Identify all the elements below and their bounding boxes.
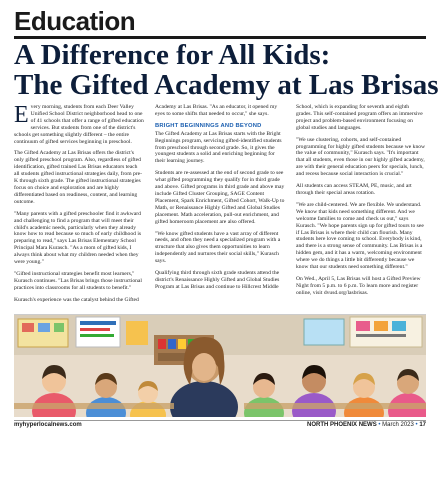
paragraph: "Gifted instructional strategies benefit most learners," Kurasch continues. "Las Brisas brings those instructional practices into classrooms for all students to benefit." — [14, 270, 142, 291]
page-number: 17 — [419, 422, 426, 428]
paragraph: "We use clustering, cohorts, and self-contained programming for highly gifted students because we know the value of community," Kurasch says. "It's important that all students, even those in our highly gifted academy, are with their general education peers for specials, lunch, and recess because social interaction is crucial." — [296, 136, 426, 178]
paragraph: "We are child-centered. We are flexible. We understand. We know that kids need something different. And we welcome families to come and check us out," says Kurasch. "We hope parents sign up for gifted tours to see if Las Brisas is where their child can flourish. Many students here love coming to school. Everybody is kind, and there is a strong sense of community. Las Brisas is a hidden gem, and it has a warm, welcoming environment where we do things a little bit differently because we know that our students need something different." — [296, 201, 424, 271]
headline-line-2: The Gifted Academy at Las Brisas — [14, 69, 439, 101]
article-column-3 — [296, 104, 426, 310]
paragraph: Students are re-assessed at the end of second grade to see what gifted programming they qualify for in third grade and above. Gifted programs in third grade and above may include Gifted Cluster Grouping, SAGE Content Placement, Spark Enrichment, Gifted Cohort, Walk-Up to Math, or Renaissance Highly Gifted and Global Studies placement. Math acceleration, pull-out enrichment, and gifted homeroom placement are also offered. — [155, 170, 285, 225]
footer-folio — [307, 422, 426, 428]
subheading: BRIGHT BEGINNINGS AND BEYOND — [155, 122, 262, 129]
footer-bullet: • — [415, 422, 418, 428]
footer-rule — [14, 420, 426, 421]
paragraph: The Gifted Academy at Las Brisas offers the district's only gifted preschool program. Also, regardless of gifted identification, gifted trained Las Brisas educators teach all students gifted instructional strategies daily, from pre-K through sixth grade. The gifted instructional strategies focus on choice and exploration and are highly differentiated based on readiness, content, and learning outcome. — [14, 150, 142, 205]
article-column-1 — [14, 104, 144, 310]
paragraph: School, which is expanding for seventh and eighth grades. This self-contained program offers an immersive project and problem-based environment focusing on global studies and languages. — [296, 104, 423, 131]
paragraph: Academy at Las Brisas. "As an educator, it opened my eyes to some shifts that needed to occur," she says. — [155, 104, 278, 117]
paragraph: The Gifted Academy at Las Brisas starts with the Bright Beginnings program, servicing gifted-identified students from preschool through second grade. So, it gives the youngest students a solid and enriching beginning for their learning journey. — [155, 130, 282, 165]
headline-line-1: A Difference for All Kids: — [14, 39, 331, 71]
paragraph: All students can access STEAM, PE, music, and art through their special areas rotation. — [296, 183, 412, 196]
issue-date: March 2023 — [382, 422, 414, 428]
section-label: Education — [14, 6, 136, 36]
footer-website: myhyperlocalnews.com — [14, 422, 82, 428]
footer-bullet: • — [378, 422, 381, 428]
headline — [14, 39, 439, 101]
paragraph: "Many parents with a gifted preschooler find it awkward and challenging to find a program that will meet their child's academic needs, particularly when they already know how to read because so much of early childhood is preparing to read," says Las Brisas Elementary School Principal Mara Kurasch. "As a mom of gifted kids, I always think about what my children needed when they were young." — [14, 210, 142, 266]
publication-name: NORTH PHOENIX NEWS — [307, 422, 377, 428]
paragraph: "We know gifted students have a vast array of different needs, and often they need a specialized program with a structure that also gives them opportunities to learn independently and nurtures their social skills," Kurasch says. — [155, 230, 281, 265]
article-columns — [14, 104, 426, 310]
paragraph: Qualifying third through sixth grade students attend the district's Renaissance Highly Gifted and Global Studies Program at Las Brisas and continue to Hillcrest Middle — [155, 270, 280, 290]
classroom-photo — [14, 314, 426, 417]
paragraph: On Wed., April 5, Las Brisas will host a Gifted Preview Night from 5 p.m. to 6 p.m. To learn more and register online, visit dvusd.org/lasbrisas. — [296, 275, 421, 296]
paragraph: Every morning, students from each Deer Valley Unified School District neighborhood head to one of 41 schools that offer a range of gifted education services. But students from one of the district's schools get something slightly different – the entire continuum of gifted services beginning in preschool. — [14, 104, 144, 145]
article-column-2 — [155, 104, 285, 310]
drop-cap: E — [14, 104, 29, 128]
paragraph: Kurasch's experience was the catalyst behind the Gifted — [14, 296, 139, 303]
